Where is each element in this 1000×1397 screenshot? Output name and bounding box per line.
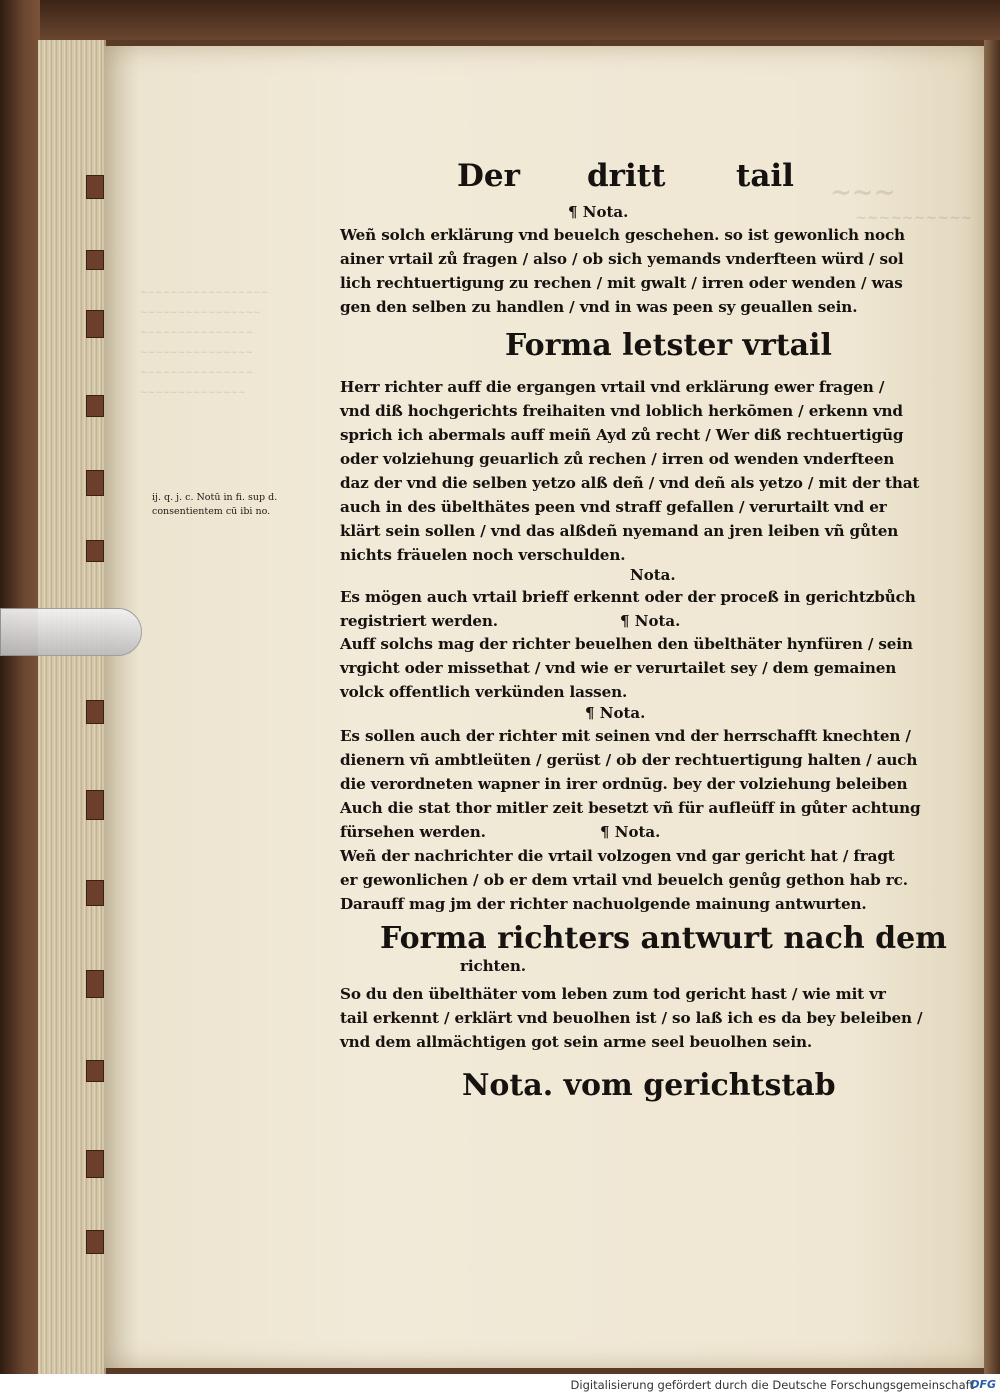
margin-note: consentientem cū ibi no. xyxy=(152,506,271,517)
index-tab xyxy=(86,1230,104,1254)
text-line: klärt sein sollen / vnd das alßdeñ nyemand an jren leiben vñ gůten xyxy=(340,522,899,540)
text-line: auch in des übelthätes peen vnd straff gefallen / verurtailt vnd er xyxy=(340,498,887,516)
text-line: Weñ der nachrichter die vrtail volzogen vnd gar gericht hat / fragt xyxy=(340,847,895,865)
book-spine xyxy=(0,0,40,1374)
page-marker-strip xyxy=(0,608,142,656)
text-line: Es sollen auch der richter mit seinen vnd der herrschafft knechten / xyxy=(340,727,911,745)
text-line: volck offentlich verkünden lassen. xyxy=(340,683,628,701)
page-right-edge xyxy=(984,40,1000,1374)
nota-heading xyxy=(620,612,680,630)
pilcrow-icon: ¶ xyxy=(585,704,595,722)
text-line: Auch die stat thor mitler zeit besetzt vñ für aufleüff in gůter achtung xyxy=(340,799,921,817)
text-line: tail erkennt / erklärt vnd beuolhen ist / so laß ich es da bey beleiben / xyxy=(340,1009,923,1027)
text-line: So du den übelthäter vom leben zum tod gericht hast / wie mit vr xyxy=(340,985,886,1003)
margin-note: ij. q. j. c. Notū in fi. sup d. xyxy=(152,492,278,503)
text-line: gen den selben zu handlen / vnd in was peen sy geuallen sein. xyxy=(340,298,858,316)
nota-label: Nota. xyxy=(634,612,681,630)
show-through: ~~~~~~~~~~~~~~~ xyxy=(140,368,254,378)
footer-bar xyxy=(0,1374,1000,1397)
index-tab xyxy=(86,970,104,998)
index-tab xyxy=(86,250,104,270)
text-line: fürsehen werden. xyxy=(340,823,486,841)
pilcrow-icon: ¶ xyxy=(620,612,630,630)
nota-label: Nota. xyxy=(582,203,629,221)
index-tab xyxy=(86,790,104,820)
pilcrow-icon: ¶ xyxy=(600,823,610,841)
text-line: Herr richter auff die ergangen vrtail vnd erklärung ewer fragen / xyxy=(340,378,885,396)
index-tab xyxy=(86,1150,104,1178)
text-line: nichts fräuelen noch verschulden. xyxy=(340,546,626,564)
index-tab xyxy=(86,540,104,562)
text-line: oder volziehung geuarlich zů rechen / irren od wenden vnderfteen xyxy=(340,450,895,468)
text-line: dienern vñ ambtleüten / gerüst / ob der rechtuertigung halten / auch xyxy=(340,751,918,769)
index-tab xyxy=(86,470,104,496)
show-through: ~~~~~~~~~~~~~~ xyxy=(140,388,246,398)
funding-notice: Digitalisierung gefördert durch die Deutsche Forschungsgemeinschaft xyxy=(570,1378,974,1392)
running-head-center: dritt xyxy=(587,158,666,194)
show-through: ~~~~~~~~~~~~~~~ xyxy=(140,328,254,338)
section-heading: Forma letster vrtail xyxy=(505,328,832,363)
show-through: ~~~~~~~~~~ xyxy=(855,210,973,226)
text-line: daz der vnd die selben yetzo alß deñ / vnd deñ als yetzo / mit der that xyxy=(340,474,920,492)
show-through: ~~~ xyxy=(830,178,896,208)
text-line: vnd dem allmächtigen got sein arme seel beuolhen sein. xyxy=(340,1033,813,1051)
text-line: vrgicht oder missethat / vnd wie er verurtailet sey / dem gemainen xyxy=(340,659,897,677)
section-heading: Nota. vom gerichtstab xyxy=(462,1068,836,1103)
running-head-right: tail xyxy=(736,158,794,194)
nota-heading xyxy=(585,704,645,722)
text-line: registriert werden. xyxy=(340,612,498,630)
index-tab xyxy=(86,175,104,199)
book-page xyxy=(104,46,984,1368)
nota-plain: Nota. xyxy=(630,566,676,584)
section-heading-continued: richten. xyxy=(460,957,526,975)
index-tab xyxy=(86,880,104,906)
text-line: die verordneten wapner in irer ordnūg. bey der volziehung beleiben xyxy=(340,775,908,793)
index-tab xyxy=(86,310,104,338)
show-through: ~~~~~~~~~~~~~~~ xyxy=(140,348,254,358)
text-line: vnd diß hochgerichts freihaiten vnd loblich herkōmen / erkenn vnd xyxy=(340,402,903,420)
text-line: Weñ solch erklärung vnd beuelch geschehen. so ist gewonlich noch xyxy=(340,226,905,244)
text-line: Darauff mag jm der richter nachuolgende mainung antwurten. xyxy=(340,895,867,913)
nota-heading xyxy=(600,823,660,841)
dfg-logo: DFG xyxy=(970,1378,996,1391)
section-heading: Forma richters antwurt nach dem xyxy=(380,921,947,956)
text-line: Auff solchs mag der richter beuelhen den übelthäter hynfüren / sein xyxy=(340,635,913,653)
book-cover-top xyxy=(0,0,1000,40)
show-through: ~~~~~~~~~~~~~~~~ xyxy=(140,308,261,318)
nota-label: Nota. xyxy=(614,823,661,841)
text-line: Es mögen auch vrtail brieff erkennt oder der proceß in gerichtzbůch xyxy=(340,588,916,606)
show-through: ~~~~~~~~~~~~~~~~~ xyxy=(140,288,269,298)
text-line: sprich ich abermals auff meiñ Ayd zů recht / Wer diß rechtuertigūg xyxy=(340,426,904,444)
running-head-left: Der xyxy=(457,158,520,194)
nota-heading xyxy=(568,203,628,221)
index-tab xyxy=(86,700,104,724)
text-line: ainer vrtail zů fragen / also / ob sich yemands vnderfteen würd / sol xyxy=(340,250,904,268)
index-tab xyxy=(86,395,104,417)
index-tab xyxy=(86,1060,104,1082)
text-line: lich rechtuertigung zu rechen / mit gwalt / irren oder wenden / was xyxy=(340,274,903,292)
nota-label: Nota. xyxy=(599,704,646,722)
pilcrow-icon: ¶ xyxy=(568,203,578,221)
text-line: er gewonlichen / ob er dem vrtail vnd beuelch genůg gethon hab rc. xyxy=(340,871,908,889)
